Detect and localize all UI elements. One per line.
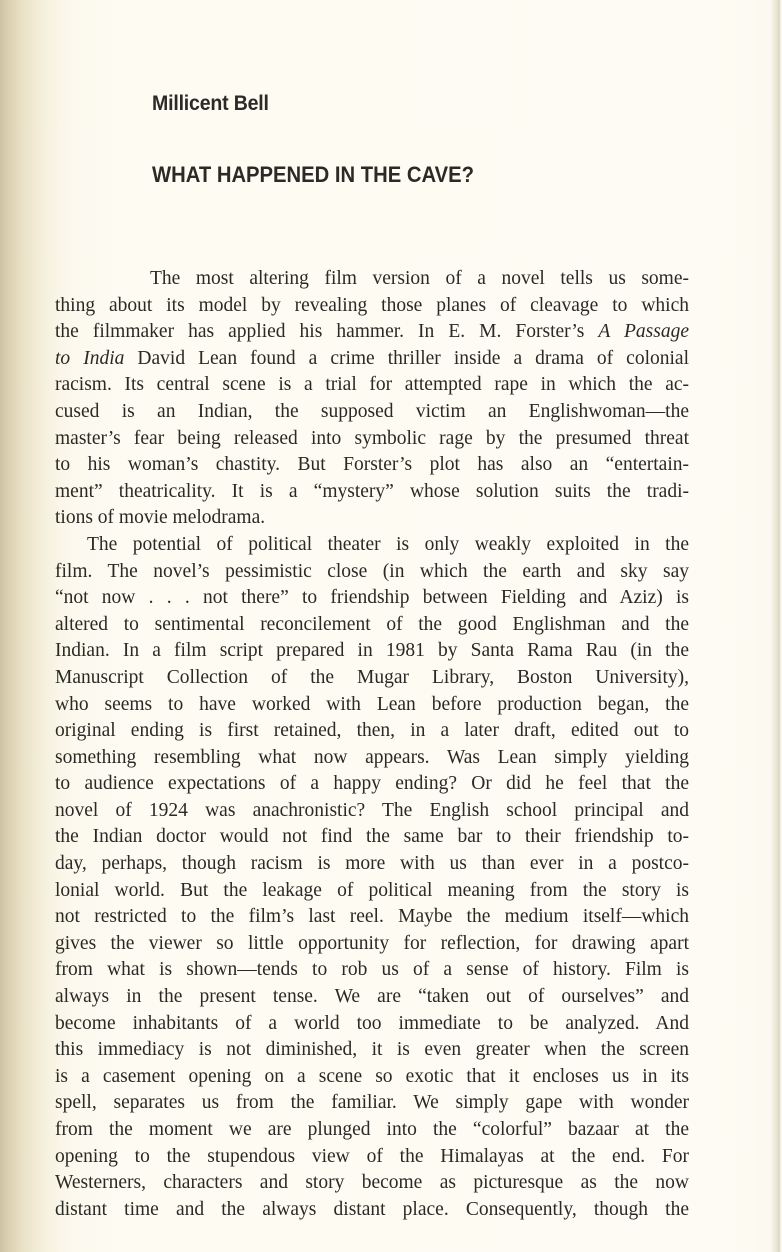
- text-segment: film. The novel’s pessimistic close (in which the earth and sky say: [55, 560, 689, 582]
- text-segment: Indian. In a film script prepared in 1981 by Santa Rama Rau (in the: [55, 640, 689, 662]
- italic-title-text: to India: [55, 347, 125, 369]
- text-line: [55, 1011, 689, 1038]
- text-segment: The most altering film version of a novel tells us some-: [150, 268, 689, 289]
- text-segment: the Indian doctor would not find the same bar to their friendship to-: [55, 826, 689, 848]
- text-segment: racism. Its central scene is a trial for attempted rape in which the ac-: [55, 374, 689, 396]
- text-segment: to his woman’s chastity. But Forster’s plot has also an “entertain-: [55, 454, 689, 476]
- text-line: [55, 904, 689, 931]
- text-segment: from what is shown—tends to rob us of a sense of history. Film is: [55, 959, 689, 981]
- text-line: [55, 745, 689, 772]
- text-line: [55, 585, 689, 612]
- text-line: [55, 878, 689, 905]
- text-segment: The potential of political theater is only weakly exploited in the: [87, 533, 689, 555]
- text-line: [55, 1064, 689, 1091]
- text-segment: spell, separates us from the familiar. We simply gape with wonder: [55, 1092, 689, 1114]
- text-line: [55, 1197, 689, 1224]
- text-segment: Westerners, characters and story become as picturesque as the now: [55, 1172, 689, 1194]
- text-segment: from the moment we are plunged into the “colorful” bazaar at the: [55, 1119, 689, 1140]
- text-segment: is a casement opening on a scene so exotic that it encloses us in its: [55, 1065, 689, 1087]
- text-line: [55, 266, 689, 293]
- text-segment: to audience expectations of a happy ending? Or did he feel that the: [55, 773, 689, 795]
- italic-title-text: A Passage: [598, 321, 689, 343]
- text-segment: altered to sentimental reconcilement of the good Englishman and the: [55, 613, 689, 635]
- text-line: [55, 1144, 689, 1171]
- text-line: [55, 1117, 689, 1144]
- text-line: [55, 1037, 689, 1064]
- text-line: [55, 452, 689, 479]
- text-line: [55, 798, 689, 825]
- text-segment: Manuscript Collection of the Mugar Library, Boston University),: [55, 666, 689, 688]
- text-line: [55, 372, 689, 399]
- text-segment: ment” theatricality. It is a “mystery” whose solution suits the tradi-: [55, 480, 689, 502]
- text-line: [55, 771, 689, 798]
- author-name: Millicent Bell: [152, 92, 269, 115]
- text-line: [55, 346, 689, 373]
- text-segment: gives the viewer so little opportunity for reflection, for drawing apart: [55, 932, 689, 954]
- text-line: [55, 984, 689, 1011]
- text-segment: day, perhaps, though racism is more with us than ever in a postco-: [55, 853, 689, 875]
- text-segment: novel of 1924 was anachronistic? The English school principal and: [55, 799, 689, 821]
- text-segment: cused is an Indian, the supposed victim an Englishwoman—the: [55, 400, 689, 422]
- text-segment: become inhabitants of a world too immediate to be analyzed. And: [55, 1012, 689, 1034]
- text-segment: lonial world. But the leakage of political meaning from the story is: [55, 879, 689, 901]
- text-line: [55, 612, 689, 639]
- text-segment: this immediacy is not diminished, it is even greater when the screen: [55, 1039, 689, 1061]
- paragraph: [55, 532, 689, 1223]
- text-line: [55, 505, 689, 532]
- text-segment: original ending is first retained, then, in a later draft, edited out to: [55, 720, 689, 742]
- text-line: [55, 1170, 689, 1197]
- text-line: [55, 851, 689, 878]
- text-segment: distant time and the always distant place. Consequently, though the: [55, 1198, 689, 1220]
- text-line: [55, 319, 689, 346]
- paragraph: [55, 266, 689, 532]
- text-line: [55, 559, 689, 586]
- text-segment: something resembling what now appears. Was Lean simply yielding: [55, 746, 689, 768]
- text-segment: thing about its model by revealing those planes of cleavage to which: [55, 294, 689, 316]
- text-line: [55, 399, 689, 426]
- text-line: [55, 532, 689, 559]
- article-body: [55, 266, 689, 1223]
- text-line: [55, 638, 689, 665]
- text-line: [55, 718, 689, 745]
- text-line: [55, 1090, 689, 1117]
- text-line: [55, 665, 689, 692]
- text-segment: the filmmaker has applied his hammer. In E. M. Forster’s: [55, 321, 599, 343]
- text-line: [55, 931, 689, 958]
- text-segment: master’s fear being released into symbolic rage by the presumed threat: [55, 427, 689, 449]
- text-segment: tions of movie melodrama.: [55, 507, 266, 529]
- text-line: [55, 692, 689, 719]
- text-segment: always in the present tense. We are “taken out of ourselves” and: [55, 986, 689, 1008]
- text-line: [55, 293, 689, 320]
- text-line: [55, 824, 689, 851]
- text-segment: opening to the stupendous view of the Himalayas at the end. For: [55, 1145, 689, 1167]
- article-title: WHAT HAPPENED IN THE CAVE?: [152, 162, 474, 187]
- text-line: [55, 957, 689, 984]
- text-segment: “not now . . . not there” to friendship between Fielding and Aziz) is: [55, 587, 689, 609]
- text-line: [55, 426, 689, 453]
- text-line: [55, 479, 689, 506]
- text-segment: David Lean found a crime thriller inside a drama of colonial: [124, 347, 689, 369]
- text-segment: who seems to have worked with Lean before production began, the: [55, 693, 689, 715]
- text-segment: not restricted to the film’s last reel. Maybe the medium itself—which: [55, 906, 689, 928]
